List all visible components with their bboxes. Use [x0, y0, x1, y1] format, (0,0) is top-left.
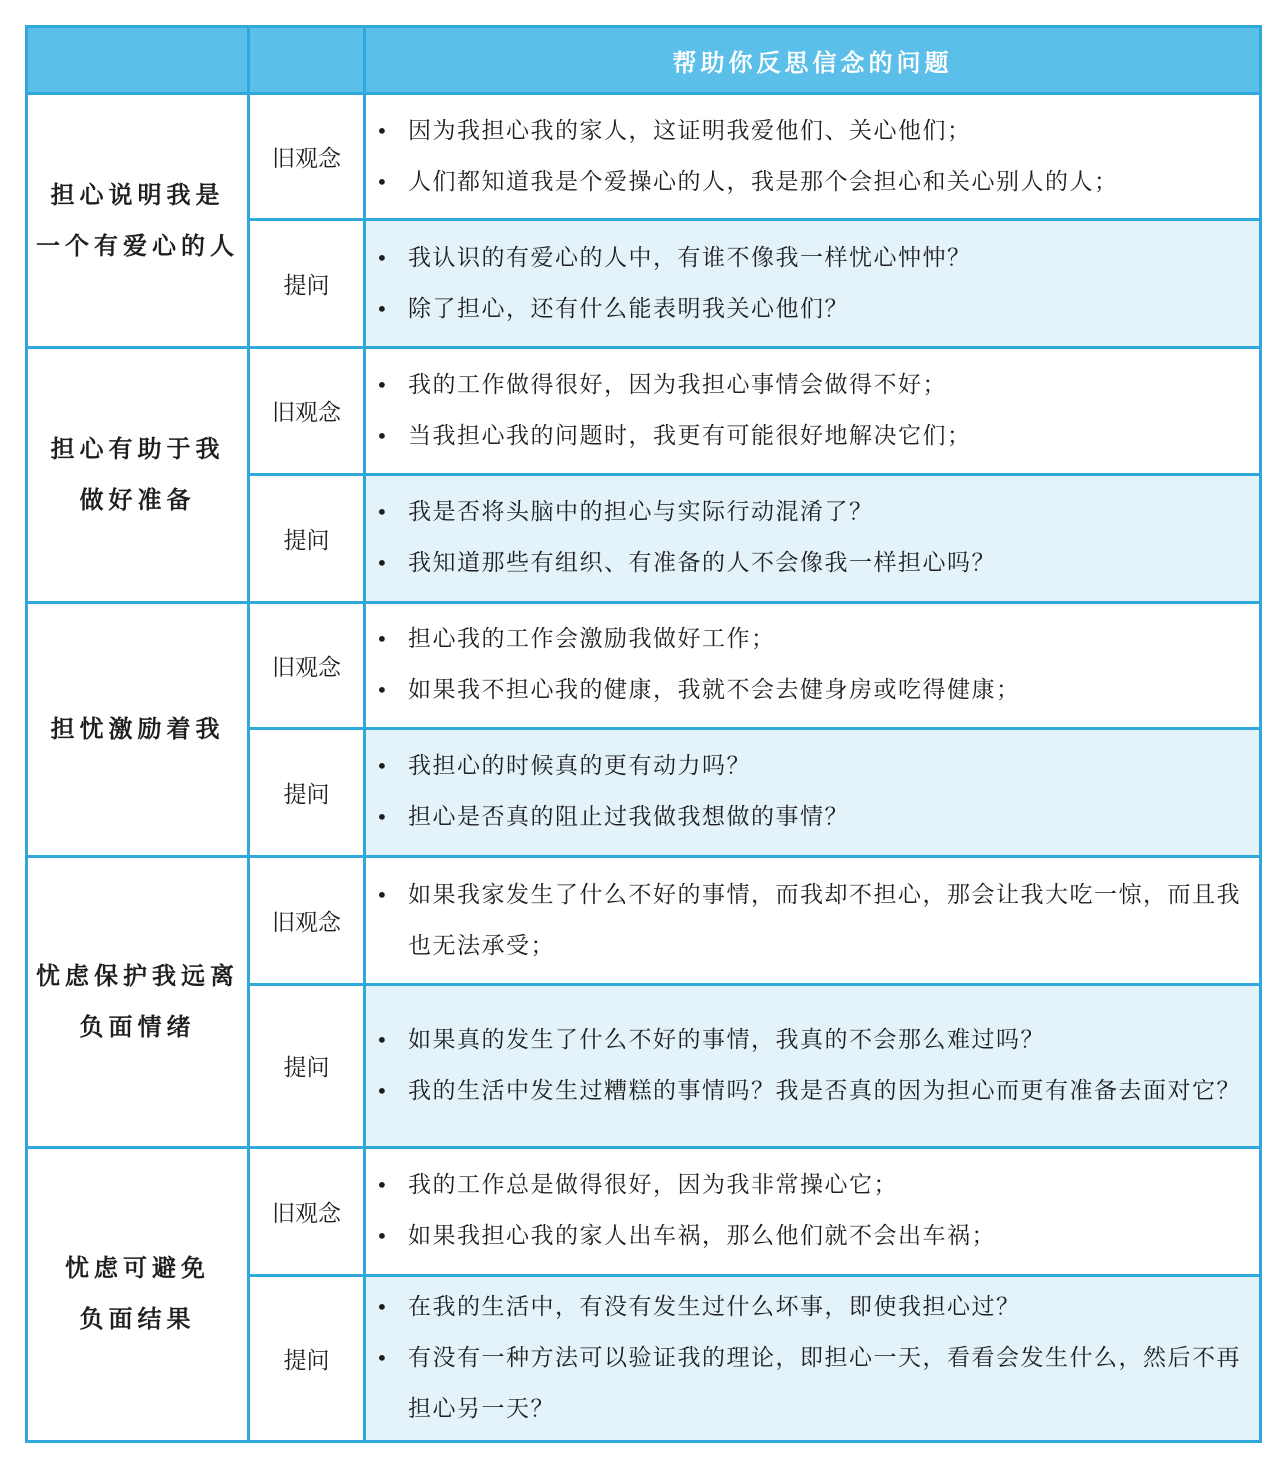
list-item: • 我是否将头脑中的担心与实际行动混淆了？ [408, 487, 1259, 538]
table-row-old [27, 602, 1261, 728]
bullet-list [366, 487, 1259, 589]
belief-line: 担心有助于我 [50, 435, 225, 464]
bullet-list [366, 1282, 1259, 1435]
table-row-old [27, 1147, 1261, 1275]
list-item: • 除了担心，还有什么能表明我关心他们？ [408, 284, 1259, 335]
question-items [365, 220, 1261, 348]
bullet-list [366, 870, 1259, 972]
old-belief-label: 旧观念 [249, 1147, 365, 1275]
list-item: • 我认识的有爱心的人中，有谁不像我一样忧心忡忡？ [408, 233, 1259, 284]
old-belief-items [365, 1147, 1261, 1275]
belief-cell [27, 348, 249, 602]
bullet-list [366, 741, 1259, 843]
list-item: • 当我担心我的问题时，我更有可能很好地解决它们； [408, 411, 1259, 462]
table-row-old [27, 94, 1261, 220]
list-item: • 我的工作做得很好，因为我担心事情会做得不好； [408, 360, 1259, 411]
list-item: • 在我的生活中，有没有发生过什么坏事，即使我担心过？ [408, 1282, 1259, 1333]
bullet-list [366, 360, 1259, 462]
header-title: 帮助你反思信念的问题 [365, 27, 1261, 94]
list-item: • 人们都知道我是个爱操心的人，我是那个会担心和关心别人的人； [408, 157, 1259, 208]
question-label: 提问 [249, 985, 365, 1147]
belief-cell [27, 857, 249, 1147]
belief-line: 负面情绪 [79, 1012, 196, 1041]
list-item: • 如果我不担心我的健康，我就不会去健身房或吃得健康； [408, 665, 1259, 716]
list-item: • 如果真的发生了什么不好的事情，我真的不会那么难过吗？ [408, 1015, 1259, 1066]
header-cell-belief [27, 27, 249, 94]
belief-cell [27, 94, 249, 348]
header-cell-type [249, 27, 365, 94]
question-label: 提问 [249, 728, 365, 856]
question-items [365, 1275, 1261, 1441]
list-item: • 担心是否真的阻止过我做我想做的事情？ [408, 792, 1259, 843]
list-item: • 如果我家发生了什么不好的事情，而我却不担心，那会让我大吃一惊，而且我也无法承受； [408, 870, 1259, 972]
belief-line: 负面结果 [79, 1305, 196, 1334]
question-label: 提问 [249, 220, 365, 348]
belief-cell [27, 1147, 249, 1442]
list-item: • 担心我的工作会激励我做好工作； [408, 614, 1259, 665]
table-row-old [27, 857, 1261, 985]
list-item: • 因为我担心我的家人，这证明我爱他们、关心他们； [408, 106, 1259, 157]
question-items [365, 985, 1261, 1147]
question-label: 提问 [249, 474, 365, 602]
list-item: • 我的工作总是做得很好，因为我非常操心它； [408, 1160, 1259, 1211]
belief-line: 忧虑保护我远离 [36, 961, 239, 990]
bullet-list [366, 233, 1259, 335]
belief-line: 一个有爱心的人 [36, 231, 239, 260]
old-belief-items [365, 348, 1261, 474]
old-belief-items [365, 94, 1261, 220]
belief-line: 担忧激励着我 [50, 714, 225, 743]
list-item: • 如果我担心我的家人出车祸，那么他们就不会出车祸； [408, 1211, 1259, 1262]
question-items [365, 728, 1261, 856]
list-item: • 我的生活中发生过糟糕的事情吗？我是否真的因为担心而更有准备去面对它？ [408, 1066, 1259, 1117]
list-item: • 我担心的时候真的更有动力吗？ [408, 741, 1259, 792]
list-item: • 有没有一种方法可以验证我的理论，即担心一天，看看会发生什么，然后不再担心另一天？ [408, 1333, 1259, 1435]
list-item: • 我知道那些有组织、有准备的人不会像我一样担心吗？ [408, 538, 1259, 589]
old-belief-items [365, 602, 1261, 728]
belief-line: 担心说明我是 [50, 180, 225, 209]
old-belief-items [365, 857, 1261, 985]
table-row-old [27, 348, 1261, 474]
table-body [27, 94, 1261, 1442]
old-belief-label: 旧观念 [249, 602, 365, 728]
belief-line: 做好准备 [79, 486, 196, 515]
belief-cell [27, 602, 249, 856]
old-belief-label: 旧观念 [249, 94, 365, 220]
bullet-list [366, 614, 1259, 716]
bullet-list [366, 1160, 1259, 1262]
belief-table [25, 25, 1262, 1443]
bullet-list [366, 1015, 1259, 1117]
old-belief-label: 旧观念 [249, 348, 365, 474]
bullet-list [366, 106, 1259, 208]
table-header-row [27, 27, 1261, 94]
old-belief-label: 旧观念 [249, 857, 365, 985]
question-label: 提问 [249, 1275, 365, 1441]
question-items [365, 474, 1261, 602]
belief-line: 忧虑可避免 [65, 1254, 210, 1283]
